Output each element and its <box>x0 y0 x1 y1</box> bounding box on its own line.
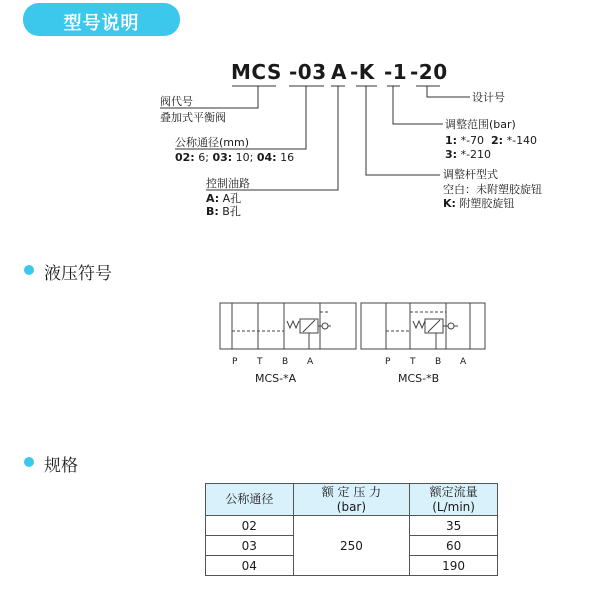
symbol-b-caption: MCS-*B <box>398 372 440 385</box>
oil-option-a: A: A孔 <box>206 192 242 205</box>
code-part-series: MCS <box>231 60 282 84</box>
size-cell: 02 <box>206 516 294 536</box>
port-a-b: A <box>460 357 467 367</box>
spec-section-title: 规格 <box>44 456 78 476</box>
nominal-values: 02: 6; 03: 10; 04: 16 <box>175 151 295 164</box>
header-flow: 额定流量 (L/min) <box>410 484 498 516</box>
code-part-design: -20 <box>410 60 448 84</box>
size-cell: 03 <box>206 536 294 556</box>
hydraulic-section-title: 液压符号 <box>44 264 112 284</box>
size-cell: 04 <box>206 556 294 576</box>
port-a-a: A <box>307 357 314 367</box>
range-values-2: 3: *-210 <box>445 148 492 161</box>
port-b-a: B <box>282 357 289 367</box>
code-part-rod: -K <box>350 60 375 84</box>
flow-cell: 190 <box>410 556 498 576</box>
valve-code-title: 阀代号 <box>160 95 193 108</box>
flow-cell: 35 <box>410 516 498 536</box>
code-part-range: -1 <box>384 60 408 84</box>
code-part-size: -03 <box>289 60 327 84</box>
pressure-cell: 250 <box>293 516 410 576</box>
leader-rod <box>366 86 440 175</box>
rod-blank-option: 空白：未附塑胶旋钮 <box>443 183 542 196</box>
port-t-a: T <box>257 357 263 367</box>
oil-option-b: B: B孔 <box>206 205 241 218</box>
banner-title: 型号说明 <box>63 13 140 34</box>
header-pressure: 额 定 压 力 (bar) <box>293 484 410 516</box>
oil-title: 控制油路 <box>206 177 250 190</box>
bullet-icon <box>24 457 34 467</box>
table-row <box>206 516 498 536</box>
symbol-a-diagram <box>220 303 356 349</box>
code-part-oil: A <box>331 60 347 84</box>
hydraulic-symbols <box>0 290 603 395</box>
bullet-icon <box>24 265 34 275</box>
nominal-title: 公称通径(mm) <box>175 136 250 149</box>
port-p-a: P <box>232 357 238 367</box>
design-no-label: 设计号 <box>472 91 505 104</box>
header-size: 公称通径 <box>206 484 294 516</box>
port-t-b: T <box>410 357 416 367</box>
range-title: 调整范围(bar) <box>445 118 516 131</box>
leader-range <box>393 86 443 124</box>
leader-design <box>427 86 470 97</box>
symbol-a-caption: MCS-*A <box>255 372 297 385</box>
flow-cell: 60 <box>410 536 498 556</box>
symbol-b-diagram <box>361 303 485 349</box>
valve-code-desc: 叠加式平衡阀 <box>160 111 226 124</box>
port-b-b: B <box>435 357 442 367</box>
rod-title: 调整杆型式 <box>443 168 498 181</box>
port-p-b: P <box>385 357 391 367</box>
rod-k-option: K: 附塑胶旋钮 <box>443 197 515 210</box>
range-values-1: 1: *-70 2: *-140 <box>445 134 538 147</box>
table-header-row <box>206 484 498 516</box>
spec-table <box>205 483 498 576</box>
